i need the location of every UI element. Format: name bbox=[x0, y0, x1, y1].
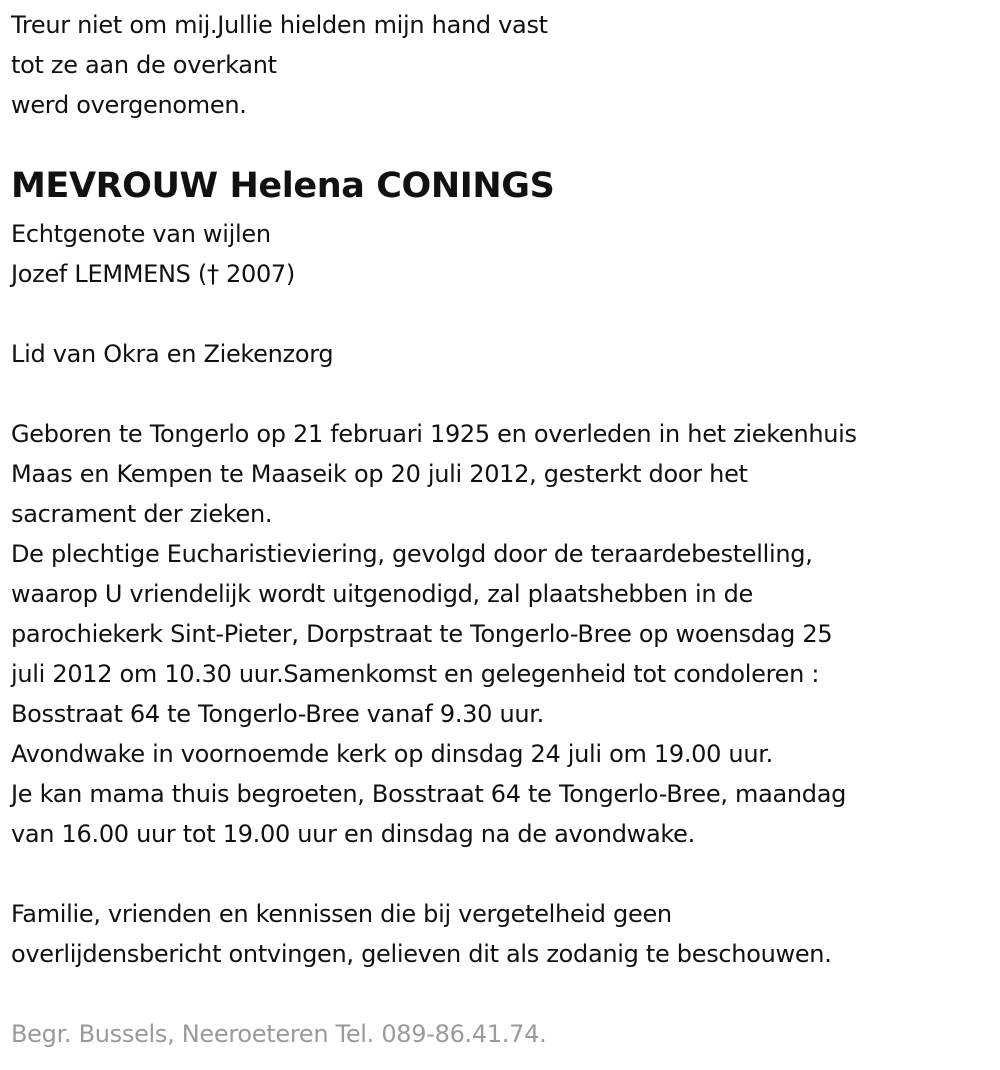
deceased-name: MEVROUW Helena CONINGS bbox=[11, 166, 555, 206]
intro-verse-line-3: werd overgenomen. bbox=[11, 91, 247, 119]
intro-verse-line-1: Treur niet om mij.Jullie hielden mijn hand vast bbox=[11, 11, 548, 39]
details-line: waarop U vriendelijk wordt uitgenodigd, zal plaatshebben in de bbox=[11, 580, 754, 608]
intro-verse bbox=[11, 5, 548, 125]
family-notice bbox=[11, 894, 832, 974]
spouse-info-line-1: Echtgenote van wijlen bbox=[11, 220, 271, 248]
family-notice-line-1: Familie, vrienden en kennissen die bij vergetelheid geen bbox=[11, 900, 672, 928]
spouse-info bbox=[11, 214, 295, 294]
details-line: van 16.00 uur tot 19.00 uur en dinsdag na de avondwake. bbox=[11, 820, 695, 848]
intro-verse-line-2: tot ze aan de overkant bbox=[11, 51, 277, 79]
details-line: Avondwake in voornoemde kerk op dinsdag 24 juli om 19.00 uur. bbox=[11, 740, 773, 768]
undertaker-footer: Begr. Bussels, Neeroeteren Tel. 089-86.41.74. bbox=[11, 1020, 547, 1048]
details-line: juli 2012 om 10.30 uur.Samenkomst en gelegenheid tot condoleren : bbox=[11, 660, 820, 688]
details-line: Je kan mama thuis begroeten, Bosstraat 64 te Tongerlo-Bree, maandag bbox=[11, 780, 847, 808]
details-line: Geboren te Tongerlo op 21 februari 1925 en overleden in het ziekenhuis bbox=[11, 420, 857, 448]
details-line: sacrament der zieken. bbox=[11, 500, 273, 528]
spouse-info-line-2: Jozef LEMMENS († 2007) bbox=[11, 260, 295, 288]
details-line: De plechtige Eucharistieviering, gevolgd door de teraardebestelling, bbox=[11, 540, 813, 568]
details-line: parochiekerk Sint-Pieter, Dorpstraat te Tongerlo-Bree op woensdag 25 bbox=[11, 620, 833, 648]
funeral-details bbox=[11, 414, 857, 854]
family-notice-line-2: overlijdensbericht ontvingen, gelieven dit als zodanig te beschouwen. bbox=[11, 940, 832, 968]
details-line: Maas en Kempen te Maaseik op 20 juli 2012, gesterkt door het bbox=[11, 460, 748, 488]
details-line: Bosstraat 64 te Tongerlo-Bree vanaf 9.30 uur. bbox=[11, 700, 544, 728]
membership-line: Lid van Okra en Ziekenzorg bbox=[11, 340, 334, 368]
